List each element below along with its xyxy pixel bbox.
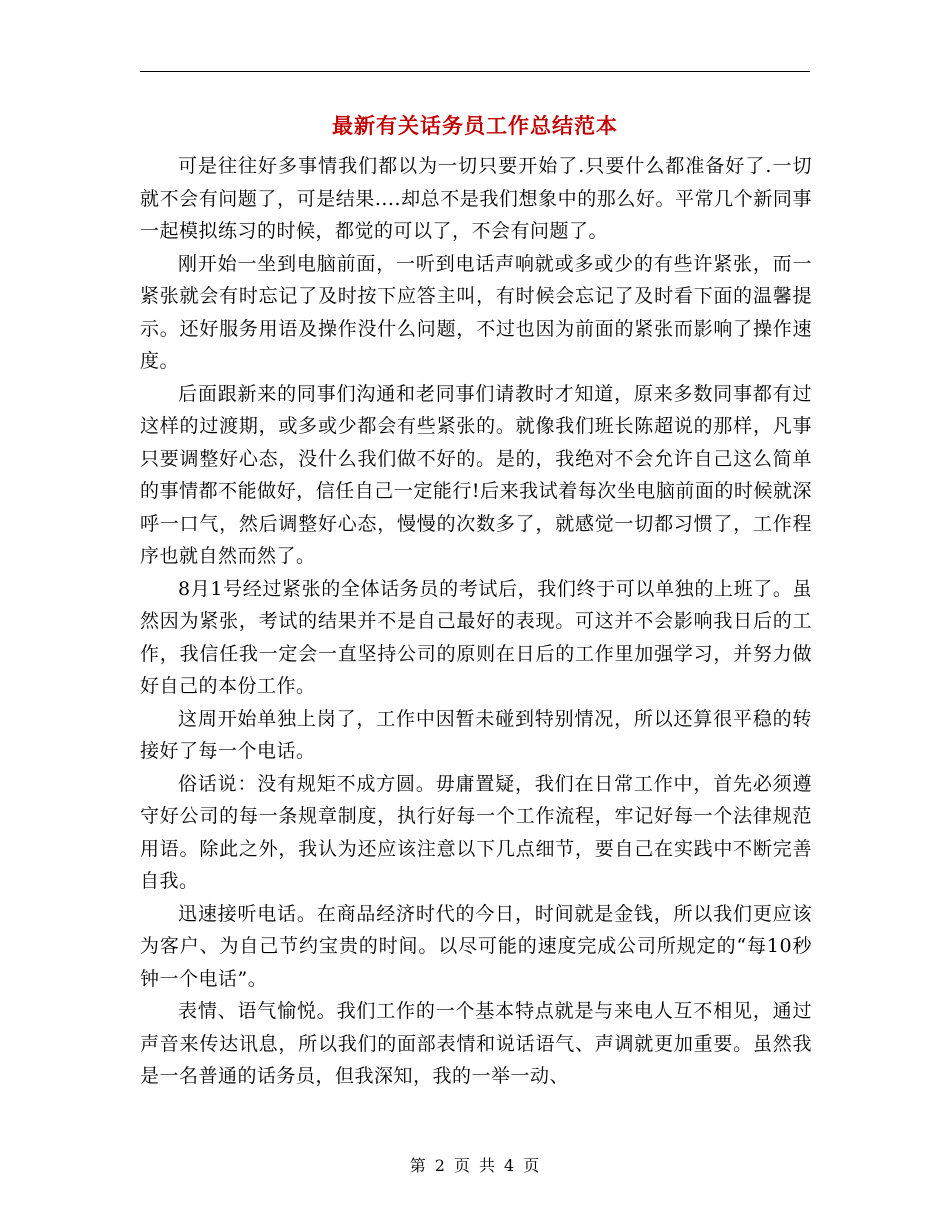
paragraph-1: 可是往往好多事情我们都以为一切只要开始了.只要什么都准备好了.一切就不会有问题了，可是结果....却总不是我们想象中的那么好。平常几个新同事一起模拟练习的时候，都觉的可以了，不会有问题了。 (140, 155, 812, 242)
document-title: 最新有关话务员工作总结范本 (332, 113, 618, 138)
paragraph-2: 刚开始一坐到电脑前面，一听到电话声响就或多或少的有些许紧张，而一紧张就会有时忘记了及时按下应答主叫，有时候会忘记了及时看下面的温馨提示。还好服务用语及操作没什么问题，不过也因为前面的紧张而影响了操作速度。 (140, 252, 812, 372)
paragraph-7: 迅速接听电话。在商品经济时代的今日，时间就是金钱，所以我们更应该为客户、为自己节约宝贵的时间。以尽可能的速度完成公司所规定的“每10秒钟一个电话”。 (140, 902, 812, 990)
document-body (140, 150, 812, 1093)
page-total: 4 (504, 1156, 516, 1175)
footer-total-unit: 页 (523, 1156, 541, 1175)
footer-prefix: 第 (409, 1156, 427, 1175)
paragraph-4: 8月1号经过紧张的全体话务员的考试后，我们终于可以单独的上班了。虽然因为紧张，考试的结果并不是自己最好的表现。可这并不会影响我日后的工作，我信任我一定会一直坚持公司的原则在日后的工作里加强学习，并努力做好自己的本份工作。 (140, 577, 812, 697)
paragraph-5: 这周开始单独上岗了，工作中因暂未碰到特别情况，所以还算很平稳的转接好了每一个电话。 (140, 707, 812, 762)
page-number: 2 (434, 1156, 446, 1175)
page-footer (0, 1154, 950, 1178)
header-rule (140, 71, 810, 72)
footer-total-prefix: 共 (479, 1156, 497, 1175)
footer-page-unit: 页 (453, 1156, 471, 1175)
paragraph-3: 后面跟新来的同事们沟通和老同事们请教时才知道，原来多数同事都有过这样的过渡期，或多或少都会有些紧张的。就像我们班长陈超说的那样，凡事只要调整好心态，没什么我们做不好的。是的，我绝对不会允许自己这么简单的事情都不能做好，信任自己一定能行!后来我试着每次坐电脑前面的时候就深呼一口气，然后调整好心态，慢慢的次数多了，就感觉一切都习惯了，工作程序也就自然而然了。 (140, 382, 812, 567)
paragraph-8: 表情、语气愉悦。我们工作的一个基本特点就是与来电人互不相见，通过声音来传达讯息，所以我们的面部表情和说话语气、声调就更加重要。虽然我是一名普通的话务员，但我深知，我的一举一动、 (140, 1000, 812, 1087)
paragraph-6: 俗话说：没有规矩不成方圆。毋庸置疑，我们在日常工作中，首先必须遵守好公司的每一条规章制度，执行好每一个工作流程，牢记好每一个法律规范用语。除此之外，我认为还应该注意以下几点细节，要自己在实践中不断完善自我。 (140, 772, 812, 892)
